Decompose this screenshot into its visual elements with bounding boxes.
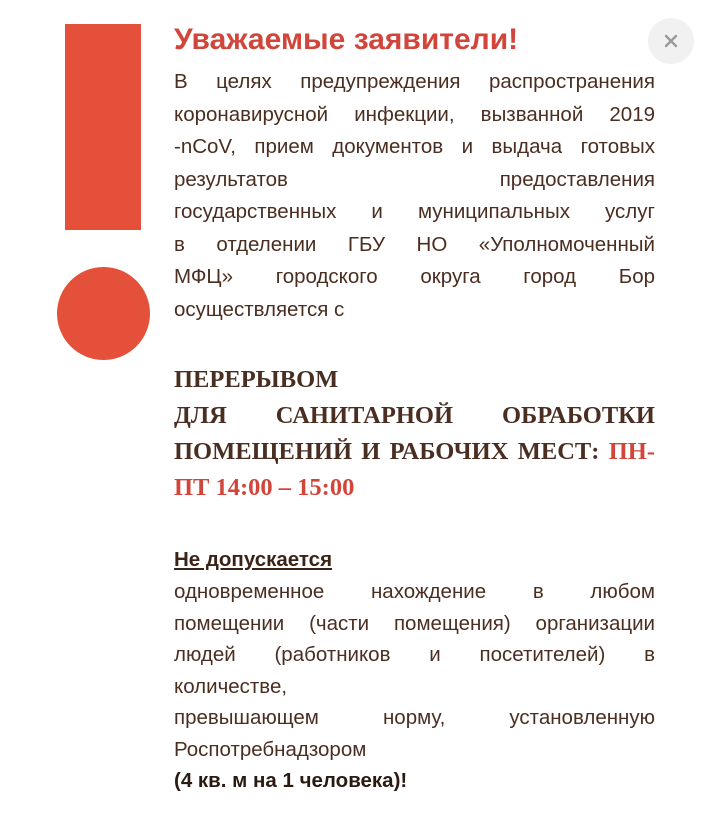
area-norm: (4 кв. м на 1 человека) [174, 769, 401, 792]
notice-time: ПТ 14:00 – 15:00 [174, 474, 355, 501]
notice-days: ПН- [608, 438, 655, 465]
intro-line: В целях предупреждения распространения [174, 70, 655, 93]
page-title: Уважаемые заявители! [174, 23, 519, 56]
notice-line [174, 434, 655, 470]
notice-line: ДЛЯ САНИТАРНОЙ ОБРАБОТКИ [174, 402, 655, 429]
intro-paragraph [174, 66, 655, 326]
exclamation-end: ! [400, 769, 408, 792]
intro-line: коронавирусной инфекции, вызванной 2019 [174, 102, 655, 126]
restriction-line: одновременное нахождение в любом [174, 580, 655, 603]
intro-line: результатов предоставления [174, 167, 655, 191]
intro-line: -nCoV, прием документов и выдача готовых [174, 135, 655, 158]
restriction-line: людей (работников и посетителей) в [174, 643, 655, 666]
break-notice [174, 362, 655, 506]
notice-line: ПЕРЕРЫВОМ [174, 366, 339, 393]
restriction-line: Роспотребнадзором [174, 737, 367, 761]
intro-line: в отделении ГБУ НО «Уполномоченный [174, 232, 655, 256]
exclamation-dot-icon [57, 267, 150, 360]
restriction-paragraph [174, 576, 655, 797]
intro-line: МФЦ» городского округа город Бор [174, 265, 655, 288]
notice-content [174, 20, 655, 797]
intro-line: осуществляется с [174, 297, 345, 321]
restriction-line: помещении (части помещения) организации [174, 611, 655, 635]
restriction-line: превышающем норму, установленную [174, 706, 655, 729]
close-icon [664, 34, 678, 48]
restriction-final-line [174, 765, 655, 797]
restriction-heading: Не допускается [174, 548, 333, 571]
exclamation-mark-icon [65, 24, 141, 230]
restriction-line: количестве, [174, 674, 288, 698]
intro-line: государственных и муниципальных услуг [174, 200, 655, 223]
notice-line-dark: ПОМЕЩЕНИЙ И РАБОЧИХ МЕСТ: [174, 438, 609, 465]
